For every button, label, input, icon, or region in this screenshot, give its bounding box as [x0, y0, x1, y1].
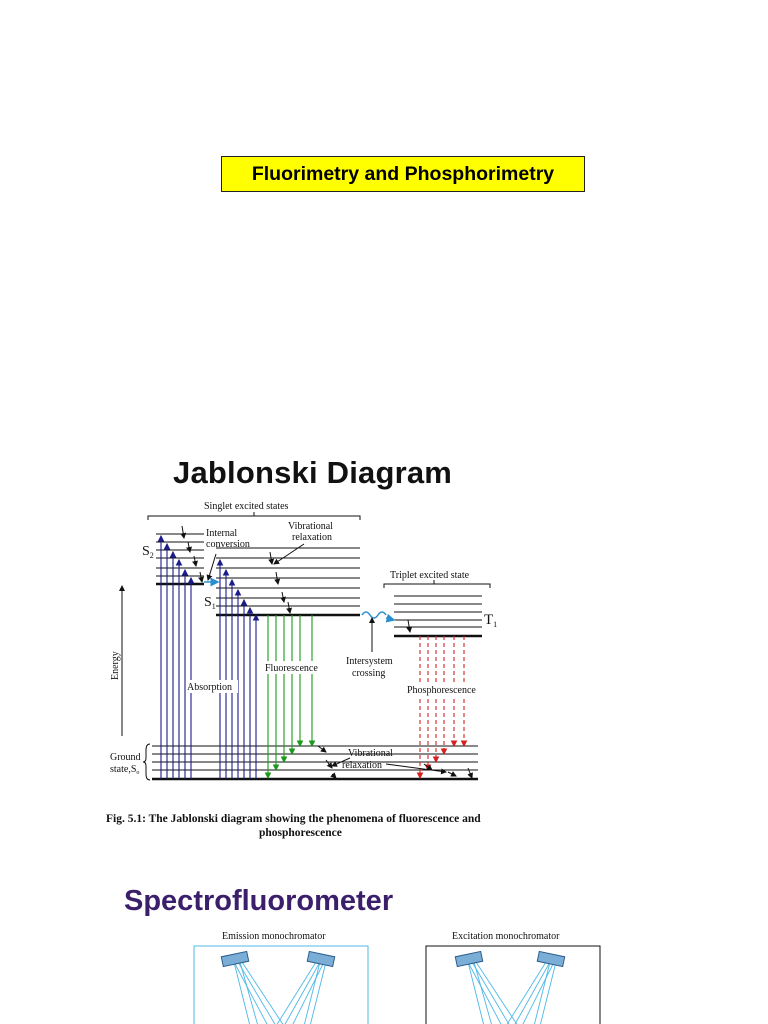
- ground-brace: [143, 744, 150, 780]
- intersystem-crossing-wave: [362, 612, 386, 618]
- emission-monochromator-box: [194, 946, 368, 1024]
- intersystem-label: Intersystem crossing: [346, 656, 393, 679]
- phosphorescence-label: Phosphorescence: [407, 685, 476, 696]
- ground-state-label: Ground $state,S_o$: [110, 752, 141, 776]
- absorption-arrows: [161, 536, 256, 779]
- jablonski-caption-line2: phosphorescence: [259, 827, 342, 839]
- excitation-monochromator-box: [426, 946, 600, 1024]
- excitation-mirror-left: [455, 951, 483, 966]
- triplet-label: Triplet excited state: [390, 570, 470, 581]
- excitation-monochromator-label: Excitation monochromator: [452, 931, 560, 942]
- absorption-label: Absorption: [187, 682, 232, 693]
- s2-levels: [156, 534, 204, 584]
- ground-levels: [152, 746, 478, 779]
- emission-mirror-right: [307, 951, 335, 966]
- spectrofluorometer-heading: Spectrofluorometer: [124, 885, 394, 917]
- excitation-mirror-right: [537, 951, 565, 966]
- excitation-rays: [468, 962, 556, 1024]
- slide-title: Fluorimetry and Phosphorimetry: [221, 156, 585, 192]
- vibrational-relaxation-bottom-label: Vibrational relaxation: [342, 748, 393, 771]
- singlet-bracket: [148, 512, 360, 520]
- intersystem-crossing-arrow: [386, 618, 394, 620]
- triplet-bracket: [384, 580, 490, 588]
- emission-monochromator-label: Emission monochromator: [222, 931, 326, 942]
- jablonski-heading: Jablonski Diagram: [173, 455, 453, 490]
- t1-label: $T_1$: [484, 612, 498, 629]
- singlet-label: Singlet excited states: [204, 501, 289, 512]
- jablonski-diagram: [104, 496, 504, 842]
- s2-label: $S_2$: [142, 544, 154, 560]
- t1-relaxation-arrow: [408, 620, 410, 632]
- s1-label: $S_1$: [204, 595, 216, 611]
- t1-levels: [394, 596, 482, 636]
- emission-rays: [234, 962, 326, 1024]
- phosphorescence-arrows: [420, 636, 464, 778]
- spectrofluorometer-diagram: [180, 926, 610, 1024]
- emission-mirror-left: [221, 951, 249, 966]
- fluorescence-label: Fluorescence: [265, 663, 318, 674]
- energy-label: Energy: [110, 651, 121, 680]
- vibrational-relaxation-top-label: Vibrational relaxation: [288, 521, 333, 543]
- internal-conversion-label: Internal conversion: [206, 528, 250, 550]
- jablonski-caption-line1: Fig. 5.1: The Jablonski diagram showing the phenomena of fluorescence and: [106, 813, 481, 825]
